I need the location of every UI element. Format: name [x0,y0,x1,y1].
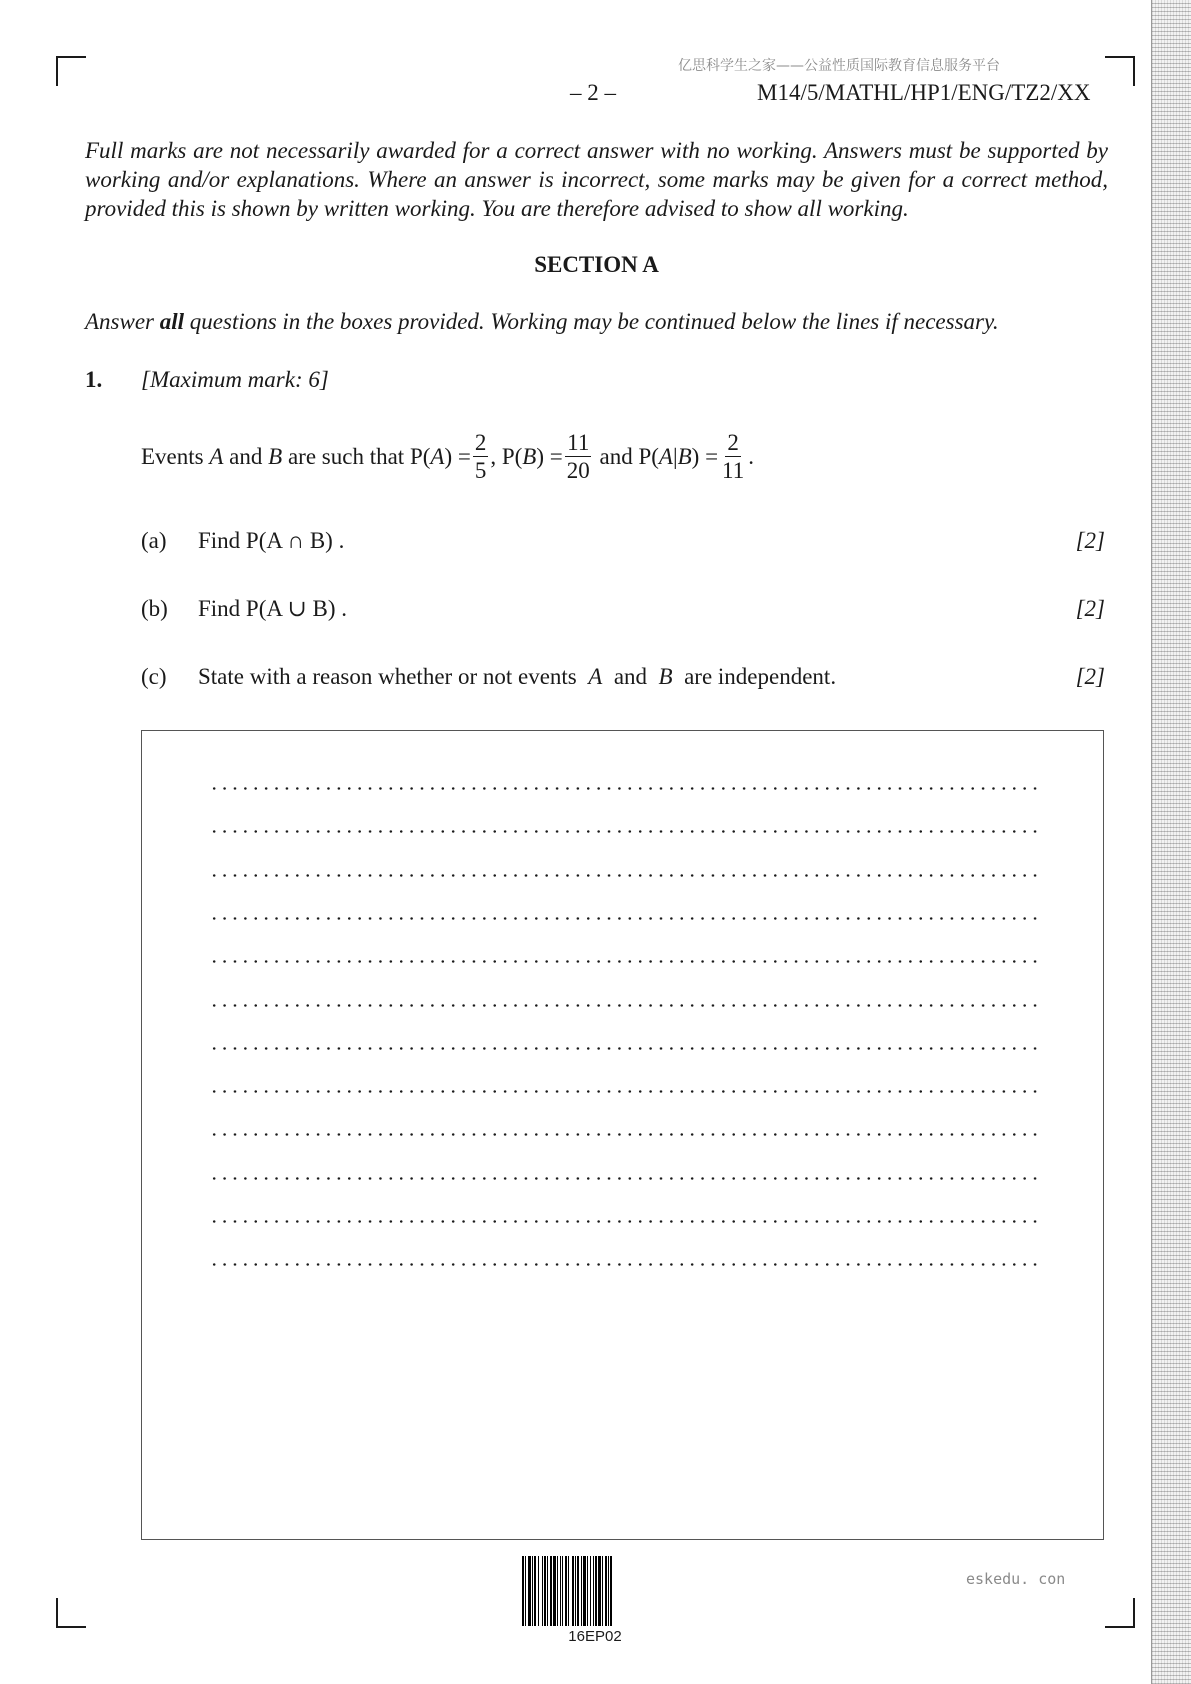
answer-line [209,917,1044,920]
fraction-p-b [565,430,592,484]
stem-and-2: and [599,443,633,469]
fraction-p-b-denominator: 20 [566,458,590,484]
prob-ab-label: P( [638,443,659,469]
question-number: 1. [85,367,103,392]
crop-mark-top-left [56,56,86,86]
answer-instructions-before: Answer [85,309,160,334]
answer-line [209,874,1044,877]
page-edge-strip [1151,0,1191,1684]
prob-a-after: , [490,443,497,469]
answer-line [209,787,1044,790]
page-number: – 2 – [570,80,616,105]
part-b-text: Find P(A ∪ B) . [198,596,347,621]
crop-mark-bottom-left [56,1598,86,1628]
barcode-bar [610,1556,612,1626]
barcode-bar [590,1556,591,1626]
barcode-bar [532,1556,533,1626]
barcode-bar [572,1556,574,1626]
barcode [522,1556,668,1626]
part-c-marks: [2] [1075,664,1105,689]
prob-ab-var1: A [658,443,673,469]
barcode-bar [581,1556,582,1626]
fraction-p-a [473,430,489,484]
stem-and-1: and [229,443,263,469]
part-c-text-before: State with a reason whether or not events [198,664,577,689]
crop-mark-top-right [1105,56,1135,86]
prob-a-label: P( [409,443,431,469]
part-b-marks: [2] [1075,596,1105,621]
question-stem [141,430,754,484]
stem-middle: are such that [287,443,405,469]
question-max-mark: [Maximum mark: 6] [141,367,329,392]
barcode-bar [557,1556,558,1626]
fraction-p-ab-denominator: 11 [722,458,745,484]
prob-a-var: A [430,443,445,469]
barcode-bar [577,1556,579,1626]
prob-ab-bar: | [672,443,678,469]
prob-a-close: ) = [444,443,471,469]
barcode-bar [562,1556,563,1626]
answer-line [209,1004,1044,1007]
top-watermark: 亿思科学生之家——公益性质国际教育信息服务平台 [678,58,1000,74]
barcode-bar [528,1556,531,1626]
barcode-bar [598,1556,601,1626]
prob-ab-after: . [748,443,754,469]
barcode-bar [595,1556,597,1626]
fraction-p-a-denominator: 5 [474,458,487,484]
answer-line [209,960,1044,963]
crop-mark-bottom-right [1105,1598,1135,1628]
barcode-bar [547,1556,548,1626]
answer-line [209,1220,1044,1223]
barcode-bar [587,1556,588,1626]
stem-var-a: A [209,443,224,469]
barcode-bar [534,1556,536,1626]
fraction-p-b-numerator: 11 [565,430,591,457]
prob-ab-var2: B [677,443,692,469]
fraction-p-a-numerator: 2 [473,430,489,457]
part-a-text: Find P(A ∩ B) . [198,528,345,553]
section-title: SECTION A [534,252,659,277]
fraction-p-ab [720,430,746,484]
barcode-bar [605,1556,607,1626]
barcode-bar [583,1556,586,1626]
barcode-bar [550,1556,552,1626]
bottom-watermark: eskedu. con [966,1570,1066,1588]
barcode-text: 16EP02 [568,1628,622,1645]
answer-line [209,1047,1044,1050]
answer-instructions-after: questions in the boxes provided. Working may be continued below the lines if necessary. [184,309,999,334]
part-c-var-b: B [658,664,673,689]
part-a-marks: [2] [1075,528,1105,553]
answer-instructions [85,309,999,335]
part-c-text [198,664,836,690]
part-b-label: (b) [141,596,168,621]
barcode-bar [544,1556,546,1626]
barcode-bar [553,1556,556,1626]
barcode-bar [522,1556,524,1626]
barcode-bar [608,1556,609,1626]
prob-ab-close: ) = [691,443,719,469]
answer-line [209,1263,1044,1266]
part-c-label: (c) [141,664,167,689]
barcode-bar [568,1556,569,1626]
barcode-bar [565,1556,567,1626]
answer-instructions-emphasis: all [159,309,185,334]
barcode-bar [575,1556,576,1626]
barcode-bar [602,1556,603,1626]
answer-line [209,1177,1044,1180]
prob-b-close: ) = [536,443,563,469]
barcode-bar [525,1556,526,1626]
paper-code: M14/5/MATHL/HP1/ENG/TZ2/XX [757,80,1091,105]
fraction-p-ab-numerator: 2 [725,430,741,457]
general-instructions: Full marks are not necessarily awarded for a correct answer with no working. Answers must be supported by working and/or explanations. Where an answer is incorrect, some marks may be given for a correct method, provided this is shown by written working. You are therefore advised to show all working. [85,138,1108,221]
barcode-bar [538,1556,539,1626]
answer-line [209,1090,1044,1093]
part-a-label: (a) [141,528,167,553]
barcode-bar [593,1556,594,1626]
barcode-bar [560,1556,561,1626]
part-c-and: and [613,664,648,689]
stem-lead: Events [141,443,204,469]
barcode-bar [542,1556,543,1626]
prob-b-var: B [522,443,537,469]
part-c-text-after: are independent. [684,664,837,689]
part-c-var-a: A [588,664,603,689]
answer-line [209,1133,1044,1136]
prob-b-label: P( [501,443,523,469]
answer-line [209,830,1044,833]
stem-var-b: B [268,443,283,469]
